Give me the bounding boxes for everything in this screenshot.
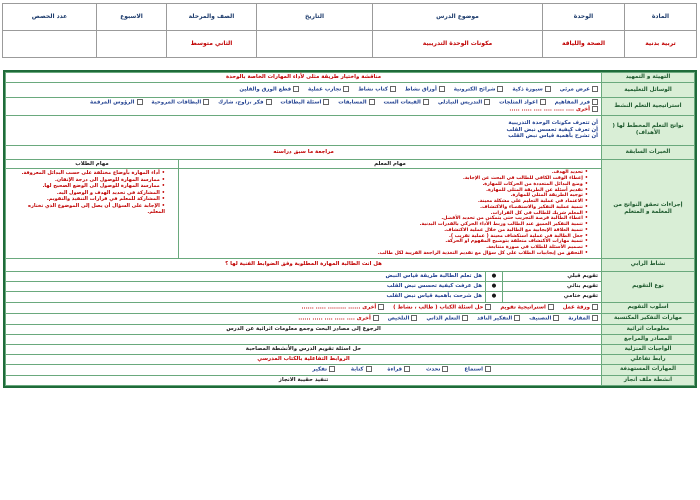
student-task: • ممارسة المهارة للوصول الى الوضع الصحيح لها. bbox=[9, 183, 165, 190]
skills-options bbox=[6, 364, 602, 375]
strategy-option[interactable]: الرؤوس المرقمة bbox=[90, 99, 143, 106]
checkbox-icon[interactable] bbox=[592, 86, 598, 92]
teacher-task: • إعطاء الوقت الكافي للطالب في البحث عن الإجابة. bbox=[182, 176, 588, 182]
thinking-options bbox=[6, 313, 602, 324]
checkbox-icon[interactable] bbox=[378, 304, 384, 310]
checkbox-icon[interactable] bbox=[266, 99, 272, 105]
checkbox-icon[interactable] bbox=[592, 304, 598, 310]
teacher-task: • الاعتماد في عملية التعليم على مشكلة معينة. bbox=[182, 199, 588, 205]
row-label-strategy: استراتيجية التعلم النشط bbox=[602, 98, 695, 116]
checkbox-icon[interactable] bbox=[323, 99, 329, 105]
header-value-date[interactable] bbox=[257, 31, 373, 58]
row-label-procedures: إجراءات تحقق النواتج من المعلمة و المتعلم bbox=[602, 159, 695, 258]
row-label-aids: الوسائل التعليمية bbox=[602, 83, 695, 98]
teacher-task: • المعلم شريك للطالب في كل القرارات. bbox=[182, 211, 588, 217]
checkbox-icon[interactable] bbox=[366, 366, 372, 372]
checkbox-icon[interactable] bbox=[329, 366, 335, 372]
aids-options bbox=[6, 83, 602, 98]
checkbox-icon[interactable] bbox=[592, 106, 598, 112]
student-tasks-header: مهام الطلاب bbox=[6, 160, 179, 169]
evaluation-table bbox=[6, 272, 601, 302]
outcome-item: أن تتعرف مكونات الوحدة التدريبية bbox=[508, 119, 598, 126]
student-task: • أداء المهارة بأوضاع مختلفة على حسب البدائل المعروفة. bbox=[9, 170, 165, 177]
interactive-text: الروابط التفاعلية بالكتاب المدرسي bbox=[6, 354, 602, 364]
student-task: • الإجابة على السؤال أن يصل إلى الموضوع الذي تختاره المعلم. bbox=[9, 203, 165, 216]
thinking-other[interactable]: أخرى .... ..... .... ..... ...... bbox=[298, 315, 379, 322]
lesson-plan-page bbox=[3, 3, 697, 388]
portfolio-text: تنفيذ حقيبة الانجاز bbox=[6, 375, 602, 385]
teacher-task: • توجيه الطريقة المثلى للمهارة. bbox=[182, 193, 588, 199]
eval-method-option[interactable]: حل اسئلة الكتاب ( طالب ، نشاط ) bbox=[393, 304, 491, 311]
checkbox-icon[interactable] bbox=[462, 315, 468, 321]
row-label-portfolio: انشطة ملف انجاز bbox=[602, 375, 695, 385]
header-label-grade: الصف والمرحلة bbox=[167, 4, 257, 31]
checkbox-icon[interactable] bbox=[404, 366, 410, 372]
aids-option[interactable]: سبورة ذكية bbox=[512, 86, 550, 93]
thinking-option[interactable]: التفكير الناقد bbox=[477, 315, 520, 322]
strategy-other[interactable]: أخرى .... ..... .... .... ..... ..... bbox=[509, 106, 598, 113]
plan-table bbox=[5, 72, 695, 386]
aids-option[interactable]: أوراق نشاط bbox=[405, 86, 445, 93]
checkbox-icon[interactable] bbox=[592, 99, 598, 105]
checkbox-icon[interactable] bbox=[484, 99, 490, 105]
row-label-evaluation: نوع التقويم bbox=[602, 271, 695, 302]
checkbox-icon[interactable] bbox=[373, 315, 379, 321]
strategy-option[interactable]: البطاقات المروحية bbox=[151, 99, 209, 106]
teacher-tasks bbox=[179, 169, 602, 258]
eval-type: تقويم ختامي bbox=[503, 292, 602, 302]
row-label-enrichment: معلومات اثرائية bbox=[602, 324, 695, 334]
bullet-icon: ● bbox=[486, 282, 503, 292]
teacher-task: • تنمية مهارات الاكتشاف متعلقة بتوضيح المفهوم او الحركة. bbox=[182, 239, 588, 245]
strategy-option[interactable]: فرز المفاهيم bbox=[555, 99, 598, 106]
skill-option[interactable]: استماع bbox=[464, 366, 491, 373]
row-label-eval-method: اسلوب التقويم bbox=[602, 302, 695, 313]
eval-method-option[interactable]: ورقة عمل bbox=[563, 304, 598, 311]
aids-option[interactable]: تجارب عملية bbox=[308, 86, 349, 93]
student-task: • ممارسة المهارة للوصول الى درجة الإتقان. bbox=[9, 177, 165, 184]
checkbox-icon[interactable] bbox=[514, 315, 520, 321]
header-value-week[interactable] bbox=[97, 31, 167, 58]
header-label-subject: المادة bbox=[625, 4, 697, 31]
skill-option[interactable]: كتابة bbox=[351, 366, 372, 373]
eval-method-other[interactable]: أخرى ...... ......... ..... ...... bbox=[302, 304, 385, 311]
checkbox-icon[interactable] bbox=[343, 86, 349, 92]
header-value-subject[interactable]: تربية بدنية bbox=[625, 31, 697, 58]
skill-option[interactable]: تحدث bbox=[426, 366, 448, 373]
teacher-task: • وضع البدائل المتعددة من الحركات للمهارة. bbox=[182, 182, 588, 188]
strategy-option[interactable]: المسابقات bbox=[338, 99, 374, 106]
homework-text: حل اسئلة تقويم الدرس والأنشطة المصاحبة bbox=[6, 344, 602, 354]
teacher-task: • تنمية العلاقة الإيجابية مع الطالبة من خلال عملية الاكتشاف. bbox=[182, 228, 588, 234]
checkbox-icon[interactable] bbox=[137, 99, 143, 105]
procedures-table bbox=[6, 160, 601, 258]
aids-option[interactable]: قطع الورق والقلين bbox=[239, 86, 299, 93]
header-value-topic[interactable]: مكونات الوحدة التدريبية bbox=[373, 31, 543, 58]
header-table bbox=[2, 3, 697, 58]
eval-method-option[interactable]: استراتيجية تقويم bbox=[500, 304, 554, 311]
checkbox-icon[interactable] bbox=[485, 366, 491, 372]
eval-question: هل شرحت بأهمية قياس نبض القلب bbox=[6, 292, 486, 302]
thinking-option[interactable]: التلخيص bbox=[388, 315, 418, 322]
skill-option[interactable]: قراءة bbox=[387, 366, 410, 373]
row-label-outcomes: نواتج التعلم المخطط لها ( الأهداف) bbox=[602, 115, 695, 145]
teacher-task: • تقديم أسئلة عن الطريقة المثلى للمهارة. bbox=[182, 188, 588, 194]
row-label-intro: التهيئة و التمهيد bbox=[602, 73, 695, 83]
header-label-date: التاريخ bbox=[257, 4, 373, 31]
aids-option[interactable]: عرض مرئي bbox=[560, 86, 598, 93]
teacher-task: • تحديد الهدف. bbox=[182, 170, 588, 176]
checkbox-icon[interactable] bbox=[553, 315, 559, 321]
checkbox-icon[interactable] bbox=[497, 86, 503, 92]
teacher-task: • تنمية التفكير العميق عند الطالب وربط الأداء الحركي بالقدرات البدنية. bbox=[182, 222, 588, 228]
checkbox-icon[interactable] bbox=[369, 99, 375, 105]
header-value-sessions[interactable] bbox=[3, 31, 97, 58]
eval-question: هل عرفت كيفية تحسس نبض القلب bbox=[6, 282, 486, 292]
skill-option[interactable]: تفكير bbox=[312, 366, 335, 373]
aids-option[interactable]: شرائح الكترونية bbox=[454, 86, 504, 93]
teacher-task: • تصميم الأسئلة للطلاب في صورة متتابعة. bbox=[182, 245, 588, 251]
row-label-sources: المصادر والمراجع bbox=[602, 334, 695, 344]
outcome-item: أن تعرف كيفية تحسس نبض القلب bbox=[506, 126, 598, 133]
evaluation-cell bbox=[6, 271, 602, 302]
teacher-task: • جعل الطالبة في عملية استكشاف معينة ( عملية تقريب ). bbox=[182, 234, 588, 240]
sources-text[interactable] bbox=[6, 334, 602, 344]
outcomes-list bbox=[6, 115, 602, 145]
aids-option[interactable]: كتاب نشاط bbox=[358, 86, 396, 93]
bullet-icon: ● bbox=[486, 272, 503, 282]
enrichment-text: الرجوع إلى مصادر البحث وجمع معلومات اثرائية عن الدرس bbox=[6, 324, 602, 334]
class-activity-text: هل انت الطالبة المهارة المطلوبة وفق الضوابط الفنية لها ؟ bbox=[6, 258, 602, 271]
teacher-tasks-header: مهام المعلم bbox=[179, 160, 602, 169]
strategy-options bbox=[6, 98, 602, 116]
teacher-task: • تنمية عملية التفكير والاستقصاء والاكتشاف. bbox=[182, 205, 588, 211]
header-value-unit[interactable]: الصحة واللياقة bbox=[543, 31, 625, 58]
thinking-option[interactable]: التعلم الذاتي bbox=[426, 315, 468, 322]
header-label-sessions: عدد الحصص bbox=[3, 4, 97, 31]
eval-type: تقويم بنائي bbox=[503, 282, 602, 292]
row-label-prior: الخبرات السابقة bbox=[602, 145, 695, 159]
intro-text: مناقشة واختيار طريقة مثلى لأداء المهارات الخاصة بالوحدة bbox=[6, 73, 602, 83]
eval-question: هل تعلم الطالبة طريقة قياس النبض bbox=[6, 272, 486, 282]
procedures-cell bbox=[6, 159, 602, 258]
checkbox-icon[interactable] bbox=[545, 86, 551, 92]
bullet-icon: ● bbox=[486, 292, 503, 302]
row-label-homework: الواجبات المنزلية bbox=[602, 344, 695, 354]
eval-type: تقويم قبلي bbox=[503, 272, 602, 282]
strategy-option[interactable]: التدريس التبادلي bbox=[438, 99, 490, 106]
header-label-week: الاسبوع bbox=[97, 4, 167, 31]
checkbox-icon[interactable] bbox=[442, 366, 448, 372]
checkbox-icon[interactable] bbox=[592, 315, 598, 321]
student-task: • المشاركة في تحديد الهدف و الوصول اليه. bbox=[9, 190, 165, 197]
checkbox-icon[interactable] bbox=[485, 304, 491, 310]
checkbox-icon[interactable] bbox=[293, 86, 299, 92]
header-label-topic: موضوع الدرس bbox=[373, 4, 543, 31]
thinking-option[interactable]: التصنيف bbox=[529, 315, 559, 322]
checkbox-icon[interactable] bbox=[548, 304, 554, 310]
checkbox-icon[interactable] bbox=[203, 99, 209, 105]
header-value-grade[interactable]: الثاني متوسط bbox=[167, 31, 257, 58]
row-label-skills: المهارات المستهدفة bbox=[602, 364, 695, 375]
teacher-task: • اعطاء الطالبة فرصة التجريب حتى يتمكنن من تحديد الأفضل. bbox=[182, 216, 588, 222]
eval-method-options bbox=[6, 302, 602, 313]
student-task: • المشاركة للمعلم في قرارات التنفيذ والتقويم. bbox=[9, 196, 165, 203]
plan-body bbox=[3, 70, 697, 388]
student-tasks bbox=[6, 169, 179, 258]
row-label-interactive: رابط تفاعلي bbox=[602, 354, 695, 364]
strategy-option[interactable]: القبعات الست bbox=[384, 99, 429, 106]
checkbox-icon[interactable] bbox=[439, 86, 445, 92]
prior-text: مراجعة ما سبق دراسته bbox=[6, 145, 602, 159]
row-label-thinking: مهارات التفكير المكتسبة bbox=[602, 313, 695, 324]
strategy-option[interactable]: اعواد المثلجات bbox=[499, 99, 546, 106]
thinking-option[interactable]: المقارنة bbox=[568, 315, 598, 322]
checkbox-icon[interactable] bbox=[411, 315, 417, 321]
teacher-task: • التحقق من إيجابيات الطلاب على كل سؤال مع تقديم التغذية الراجعة القريبة لكل طالب. bbox=[182, 251, 588, 257]
outcome-item: أن تشرح بأهمية قياس نبض القلب bbox=[508, 133, 598, 140]
strategy-option[interactable]: اسئلة البطاقات bbox=[280, 99, 329, 106]
checkbox-icon[interactable] bbox=[390, 86, 396, 92]
checkbox-icon[interactable] bbox=[423, 99, 429, 105]
checkbox-icon[interactable] bbox=[540, 99, 546, 105]
header-label-unit: الوحدة bbox=[543, 4, 625, 31]
strategy-option[interactable]: فكر ،زاوج، شارك bbox=[218, 99, 271, 106]
row-label-class-activity: نشاط الرابي bbox=[602, 258, 695, 271]
